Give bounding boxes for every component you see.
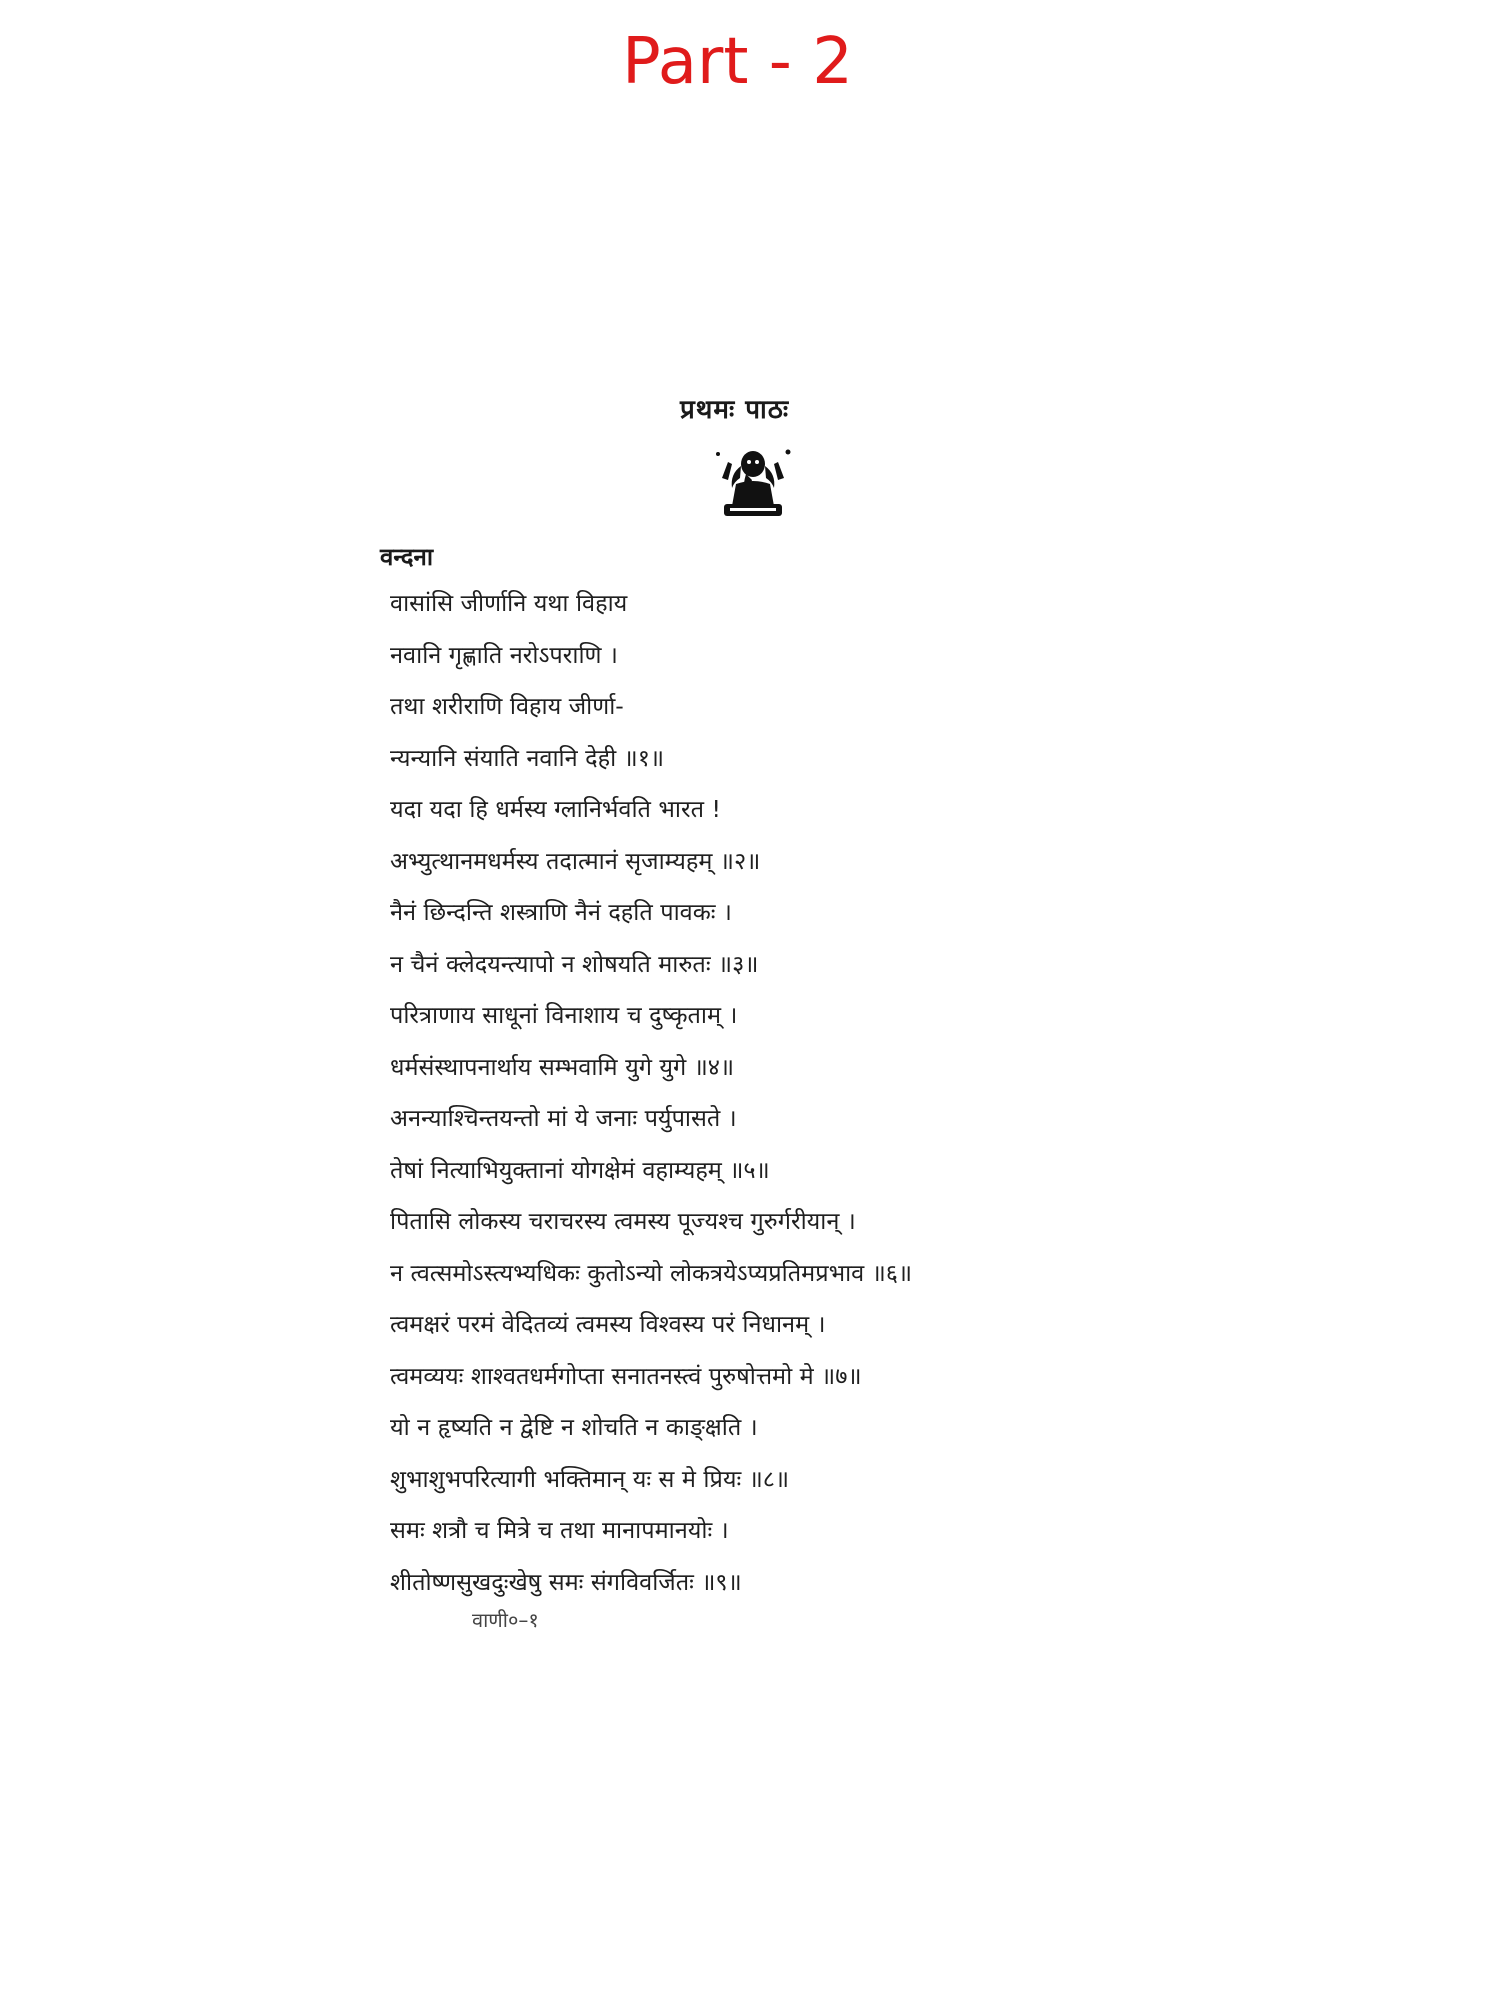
verse-line: नवानि गृह्णाति नरोऽपराणि । — [390, 640, 618, 669]
verse-line: यदा यदा हि धर्मस्य ग्लानिर्भवति भारत ! — [390, 795, 721, 823]
verse-line: न्यन्यानि संयाति नवानि देही ॥१॥ — [390, 743, 665, 772]
verse-line: न त्वत्समोऽस्त्यभ्यधिकः कुतोऽन्यो लोकत्रयेऽप्यप्रतिमप्रभाव ॥६॥ — [390, 1258, 913, 1287]
verse-line: शुभाशुभपरित्यागी भक्तिमान् यः स मे प्रियः ॥८॥ — [390, 1464, 790, 1493]
scanned-page — [380, 390, 1140, 1670]
verse-line: यो न हृष्यति न द्वेष्टि न शोचति न काङ्क्षति । — [390, 1413, 758, 1441]
verse-line: समः शत्रौ च मित्रे च तथा मानापमानयोः । — [390, 1516, 729, 1544]
part-label: Part - 2 — [622, 25, 853, 99]
verse-line: त्वमव्ययः शाश्वतधर्मगोप्ता सनातनस्त्वं पुरुषोत्तमो मे ॥७॥ — [390, 1361, 862, 1390]
verse-line: न चैनं क्लेदयन्त्यापो न शोषयति मारुतः ॥३॥ — [390, 949, 759, 978]
section-title: वन्दना — [380, 543, 434, 571]
verse-line: वासांसि जीर्णानि यथा विहाय — [390, 589, 628, 617]
verse-list — [390, 578, 1150, 1608]
verse-line: परित्राणाय साधूनां विनाशाय च दुष्कृताम् । — [390, 1001, 738, 1029]
verse-line: शीतोष्णसुखदुःखेषु समः संगविवर्जितः ॥९॥ — [390, 1567, 742, 1596]
verse-line: अभ्युत्थानमधर्मस्य तदात्मानं सृजाम्यहम् ॥२॥ — [390, 846, 761, 875]
lesson-heading: प्रथमः पाठः — [680, 395, 790, 425]
verse-line: त्वमक्षरं परमं वेदितव्यं त्वमस्य विश्वस्य परं निधानम् । — [390, 1310, 826, 1338]
verse-line: तथा शरीराणि विहाय जीर्णा- — [390, 692, 624, 720]
verse-line: अनन्याश्चिन्तयन्तो मां ये जनाः पर्युपासते । — [390, 1104, 737, 1132]
verse-line: नैनं छिन्दन्ति शस्त्राणि नैनं दहति पावकः । — [390, 898, 732, 926]
verse-line: धर्मसंस्थापनार्थाय सम्भवामि युगे युगे ॥४॥ — [390, 1052, 735, 1081]
verse-line: पितासि लोकस्य चराचरस्य त्वमस्य पूज्यश्च गुरुर्गरीयान् । — [390, 1207, 856, 1235]
ganesha-emblem-icon — [710, 444, 796, 524]
page-footer: वाणी०–१ — [472, 1608, 539, 1632]
verse-line: तेषां नित्याभियुक्तानां योगक्षेमं वहाम्यहम् ॥५॥ — [390, 1155, 770, 1184]
